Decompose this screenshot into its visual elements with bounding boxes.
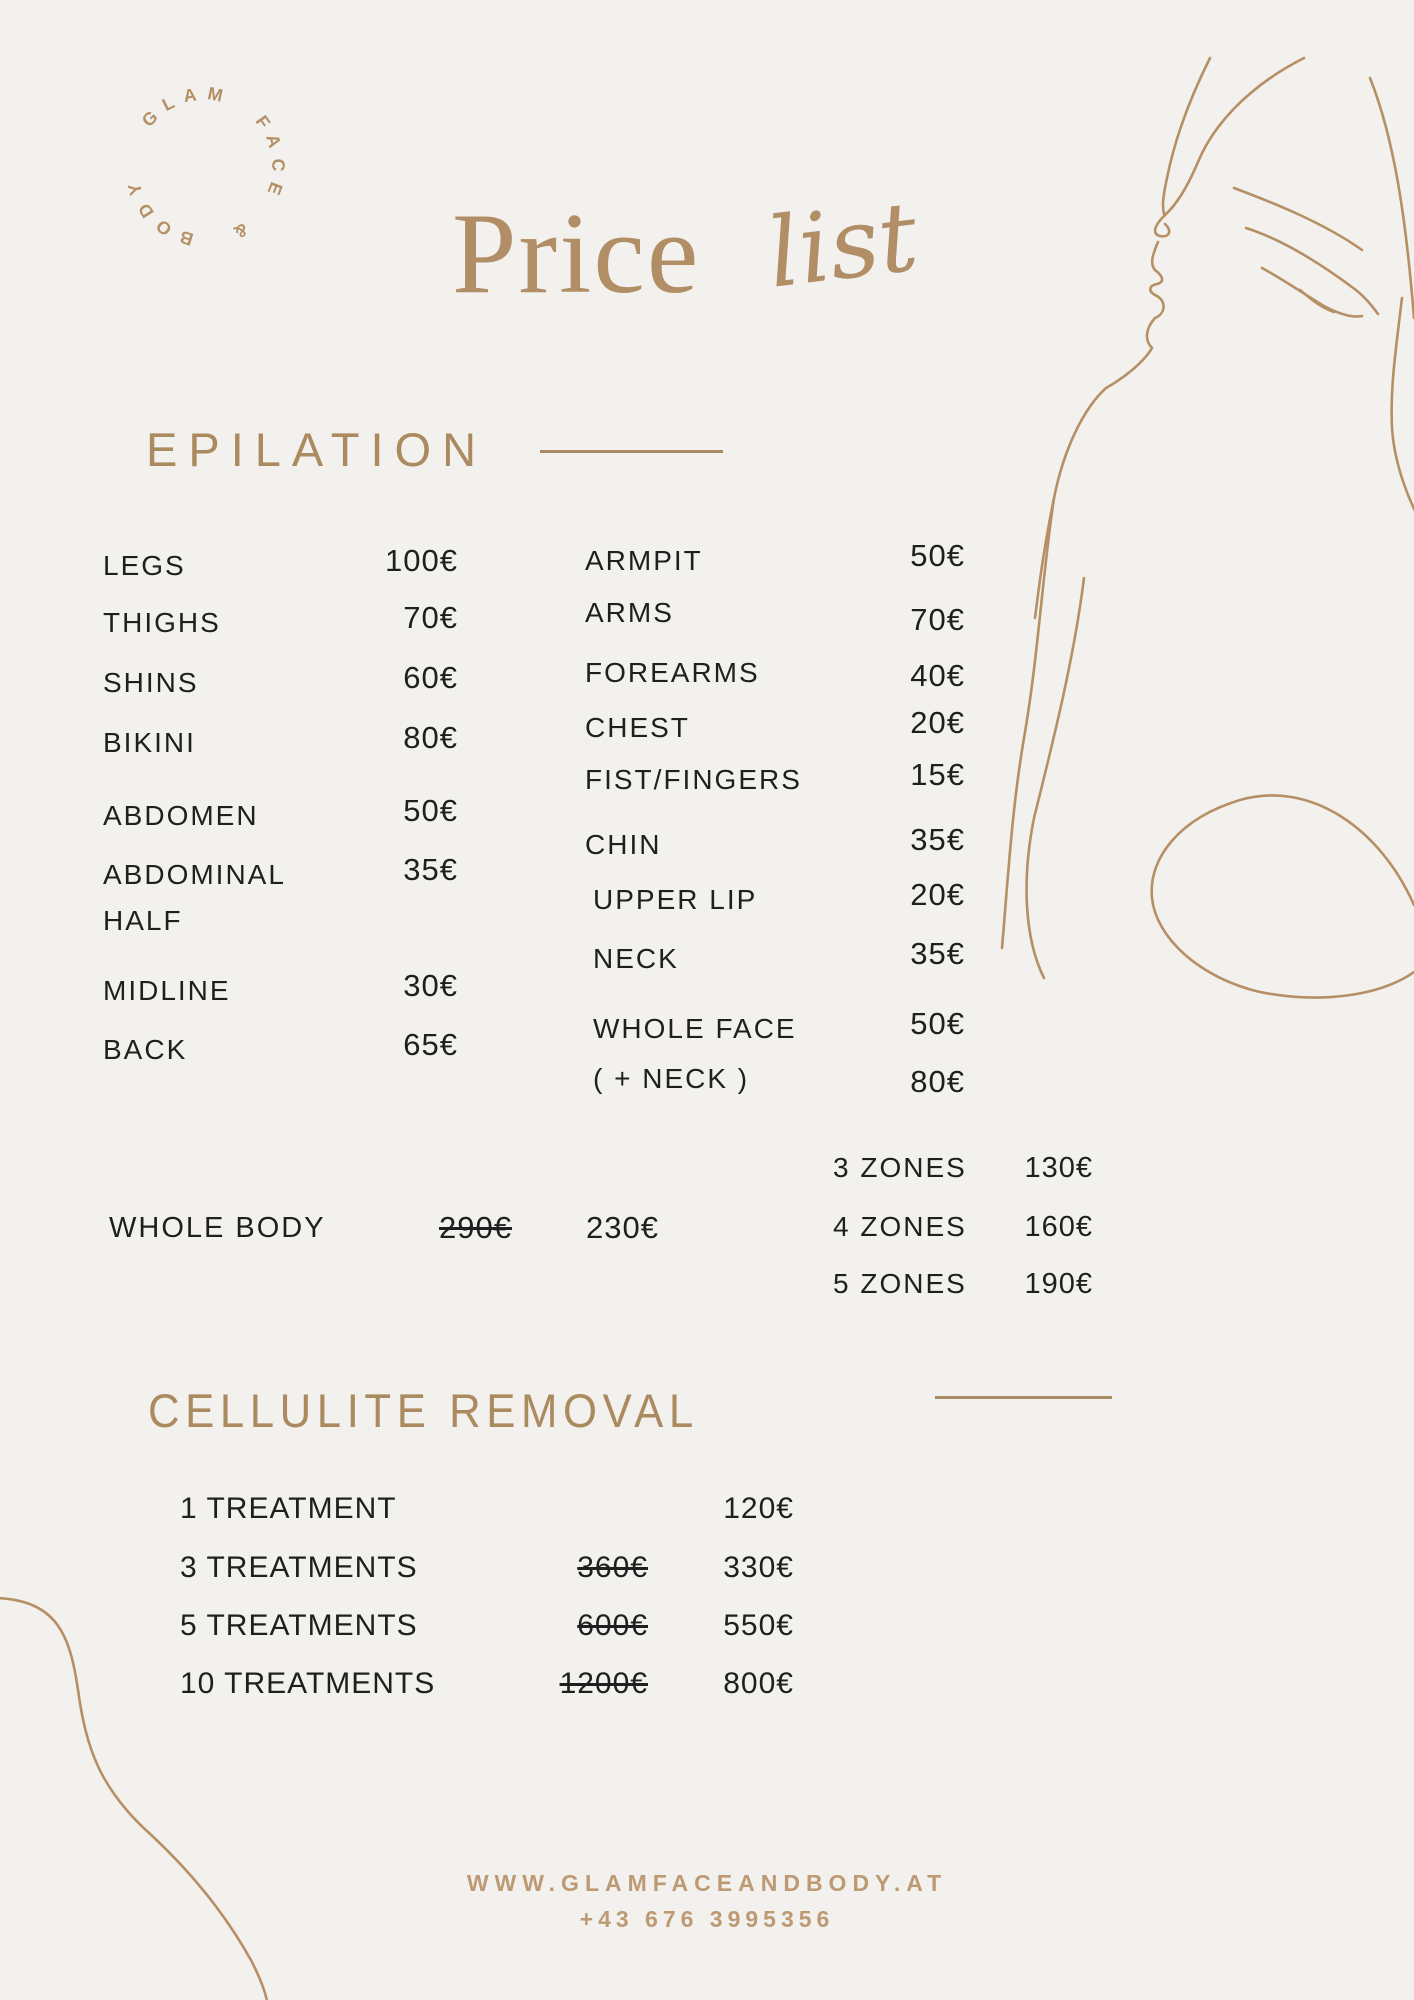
cellulite-heading: CELLULITE REMOVAL	[148, 1384, 699, 1437]
price-row	[585, 936, 965, 982]
price-row	[103, 968, 458, 1014]
treatment-label: 10 TREATMENTS	[180, 1667, 436, 1700]
zone-label: 5 ZONES	[833, 1268, 967, 1299]
face-profile-line	[1035, 58, 1304, 618]
item-price: 30€	[403, 968, 458, 1003]
item-price: 20€	[910, 705, 965, 740]
item-price: 35€	[910, 822, 965, 857]
item-label: ABDOMEN	[103, 800, 259, 831]
item-price: 35€	[910, 936, 965, 971]
item-price: 60€	[403, 660, 458, 695]
item-price: 20€	[910, 877, 965, 912]
price-row	[585, 757, 965, 803]
item-price: 80€	[403, 720, 458, 755]
item-label: CHEST	[585, 712, 690, 743]
whole-body-old-price: 290€	[439, 1210, 512, 1245]
footer-website: WWW.GLAMFACEANDBODY.AT	[466, 1870, 948, 1896]
neck-strand-lines	[1002, 498, 1084, 978]
item-price: 50€	[910, 538, 965, 573]
treatment-price: 330€	[723, 1551, 794, 1584]
treatment-old-price: 600€	[577, 1609, 648, 1642]
face-eye-line	[1246, 228, 1378, 317]
item-label: ARMPIT	[585, 545, 703, 576]
item-label: SHINS	[103, 667, 199, 698]
price-row	[103, 852, 458, 944]
item-label: UPPER LIP	[593, 884, 758, 915]
treatment-price: 800€	[723, 1667, 794, 1700]
footer-phone: +43 676 3995356	[579, 1906, 835, 1932]
price-row	[585, 538, 965, 584]
item-price: 50€	[403, 793, 458, 828]
item-label: ABDOMINAL HALF	[103, 859, 285, 937]
whole-body-label: WHOLE BODY	[109, 1212, 326, 1244]
zone-label: 3 ZONES	[833, 1152, 967, 1183]
shoulder-loop-line	[1152, 795, 1414, 997]
treatment-label: 3 TREATMENTS	[180, 1551, 418, 1584]
item-label: BIKINI	[103, 727, 196, 758]
treatment-price: 120€	[723, 1492, 794, 1525]
cellulite-heading-rule	[935, 1396, 1112, 1399]
zones-row	[833, 1211, 1093, 1244]
page-title-list: list	[761, 180, 924, 310]
treatment-row	[180, 1609, 820, 1647]
treatment-row	[180, 1551, 820, 1589]
epilation-heading-rule	[540, 450, 723, 453]
treatment-row	[180, 1492, 820, 1530]
treatment-label: 1 TREATMENT	[180, 1492, 397, 1525]
price-row	[103, 600, 458, 646]
item-price: 65€	[403, 1027, 458, 1062]
item-label: MIDLINE	[103, 975, 231, 1006]
item-label: NECK	[593, 943, 679, 974]
zones-row	[833, 1268, 1093, 1301]
treatment-label: 5 TREATMENTS	[180, 1609, 418, 1642]
logo-circular-text: GLAM FACE & BODY	[121, 83, 289, 251]
item-label: CHIN	[585, 829, 662, 860]
price-row	[585, 1006, 965, 1052]
treatment-old-price: 1200€	[559, 1667, 648, 1700]
price-row	[103, 720, 458, 766]
item-price: 70€	[910, 602, 965, 637]
item-price: 40€	[910, 658, 965, 693]
price-row	[585, 877, 965, 923]
whole-body-new-price: 230€	[586, 1210, 659, 1245]
treatment-price: 550€	[723, 1609, 794, 1642]
zone-price: 190€	[1024, 1268, 1093, 1300]
item-label: FOREARMS	[585, 657, 760, 688]
item-label: ( + NECK )	[593, 1063, 750, 1094]
price-row	[585, 1056, 965, 1102]
zone-price: 160€	[1024, 1211, 1093, 1243]
item-label: LEGS	[103, 550, 186, 581]
zone-price: 130€	[1024, 1152, 1093, 1184]
zone-label: 4 ZONES	[833, 1211, 967, 1242]
face-brow-line	[1234, 188, 1362, 250]
item-price: 100€	[385, 543, 458, 578]
item-price: 35€	[403, 852, 458, 887]
price-row	[103, 1027, 458, 1073]
item-label: WHOLE FACE	[593, 1013, 797, 1044]
face-hair-edge-line	[1370, 78, 1414, 513]
whole-body-row	[109, 1210, 689, 1250]
item-price: 70€	[403, 600, 458, 635]
price-row	[585, 590, 965, 638]
item-label: ARMS	[585, 597, 674, 628]
face-hairline-line	[1163, 58, 1210, 214]
logo-glam-face-and-body	[100, 62, 310, 272]
price-row	[585, 705, 965, 751]
price-row	[103, 793, 458, 839]
zones-row	[833, 1152, 1093, 1185]
treatment-old-price: 360€	[577, 1551, 648, 1584]
item-price: 15€	[910, 757, 965, 792]
item-price: 50€	[910, 1006, 965, 1041]
price-row	[585, 822, 965, 868]
item-label: BACK	[103, 1034, 188, 1065]
epilation-heading: EPILATION	[146, 423, 488, 476]
price-row	[585, 650, 965, 696]
footer	[0, 1870, 1414, 1933]
price-row	[103, 660, 458, 706]
treatment-row	[180, 1667, 820, 1705]
item-label: FIST/FINGERS	[585, 764, 802, 795]
item-price: 80€	[910, 1064, 965, 1099]
item-label: THIGHS	[103, 607, 221, 638]
bottom-left-flourish-line	[0, 1598, 268, 2000]
price-row	[103, 543, 458, 589]
page-title-price: Price	[452, 190, 701, 318]
